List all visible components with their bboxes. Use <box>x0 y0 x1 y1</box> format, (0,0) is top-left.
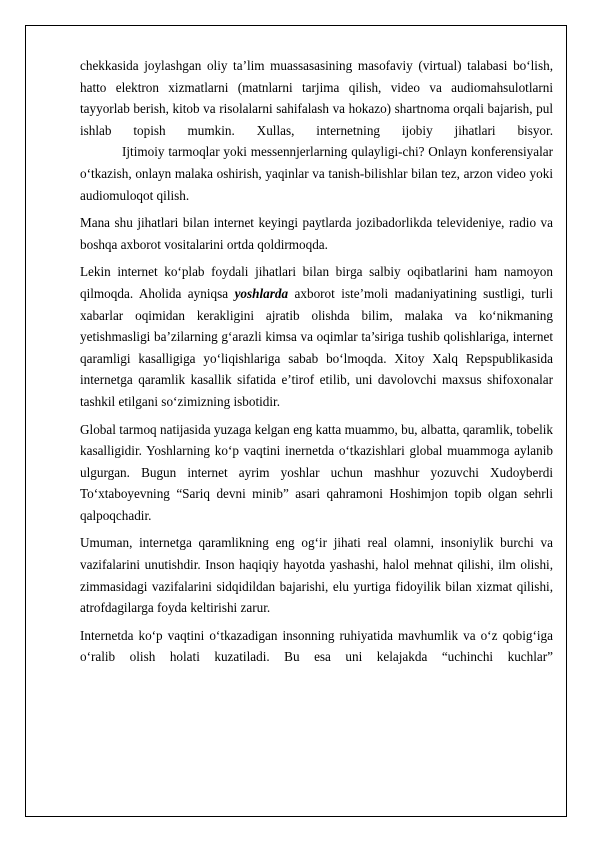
emphasized-word: yoshlarda <box>234 285 289 301</box>
paragraph-4-end: axborot iste’moli madaniyatining sustligi, turli xabarlar oqimidan kerakligini ajratib olishda bilim, malaka va ko‘nikmaning yetishmasligi ba’zilarning g‘arazli kimsa va oqimlar ta’siriga tushib qolishlariga, internet qaramligi kasalligiga yo‘liqishlariga sabab bo‘lmoqda. Xitoy Xalq Repspublikasida internetga qaramlik kasallik sifatida e’tirof etilib, uni davolovchi maxsus shifoxonalar tashkil etilgani so‘zimizning isbotidir. <box>80 285 553 409</box>
document-body <box>80 55 553 668</box>
paragraph-7: Internetda ko‘p vaqtini o‘tkazadigan insonning ruhiyatida mavhumlik va o‘z qobig‘iga o‘ralib olish holati kuzatiladi. Bu esa uni kelajakda “uchinchi kuchlar” <box>80 627 553 665</box>
paragraph-6: Umuman, internetga qaramlikning eng og‘ir jihati real olamni, insoniylik burchi va vazifalarini unutishdir. Inson haqiqiy hayotda yashashi, halol mehnat qilishi, ilm olishi, zimmasidagi vazifalarini sidqidildan bajarishi, elu yurtiga fidoyilik bilan xizmat qilishi, atrofdagilarga foyda keltirishi zarur. <box>80 535 553 616</box>
paragraph-2: Ijtimoiy tarmoqlar yoki messennjerlarning qulayligi-chi? Onlayn konferensiyalar o‘tkazish, onlayn malaka oshirish, yaqinlar va tanish-bilishlar bilan tez, arzon video yoki audiomuloqot qilish. <box>80 144 553 203</box>
paragraph-3: Mana shu jihatlari bilan internet keyingi paytlarda jozibadorlikda televideniye, radio va boshqa axborot vositalarini ortda qoldirmoqda. <box>80 215 553 252</box>
paragraph-1: chekkasida joylashgan oliy ta’lim muassasasining masofaviy (virtual) talabasi bo‘lish, hatto elektron xizmatlarni (matnlarni tarjima qilish, video va audiomahsulotlarni tayyorlab berish, kitob va risolalarni sahifalash va hokazo) shartnoma orqali bajarish, pul ishlab topish mumkin. Xullas, internetning ijobiy jihatlari bisyor. <box>80 58 553 138</box>
paragraph-5: Global tarmoq natijasida yuzaga kelgan eng katta muammo, bu, albatta, qaramlik, tobelik kasalligidir. Yoshlarning ko‘p vaqtini inernetda o‘tkazishlari global muammoga aylanib ulgurgan. Bugun internet ayrim yoshlar uchun mashhur yozuvchi Xudoyberdi To‘xtaboyevning “Sariq devni minib” asari qahramoni Hoshimjon topib olgan sehrli qalpoqchadir. <box>80 421 553 523</box>
paragraph-4 <box>80 261 553 412</box>
paragraph-4-start: Lekin internet ko‘plab foydali jihatlari bilan birga salbiy oqibatlarini ham namoyon qilmoqda. Aholida ayniqsa <box>80 264 553 301</box>
